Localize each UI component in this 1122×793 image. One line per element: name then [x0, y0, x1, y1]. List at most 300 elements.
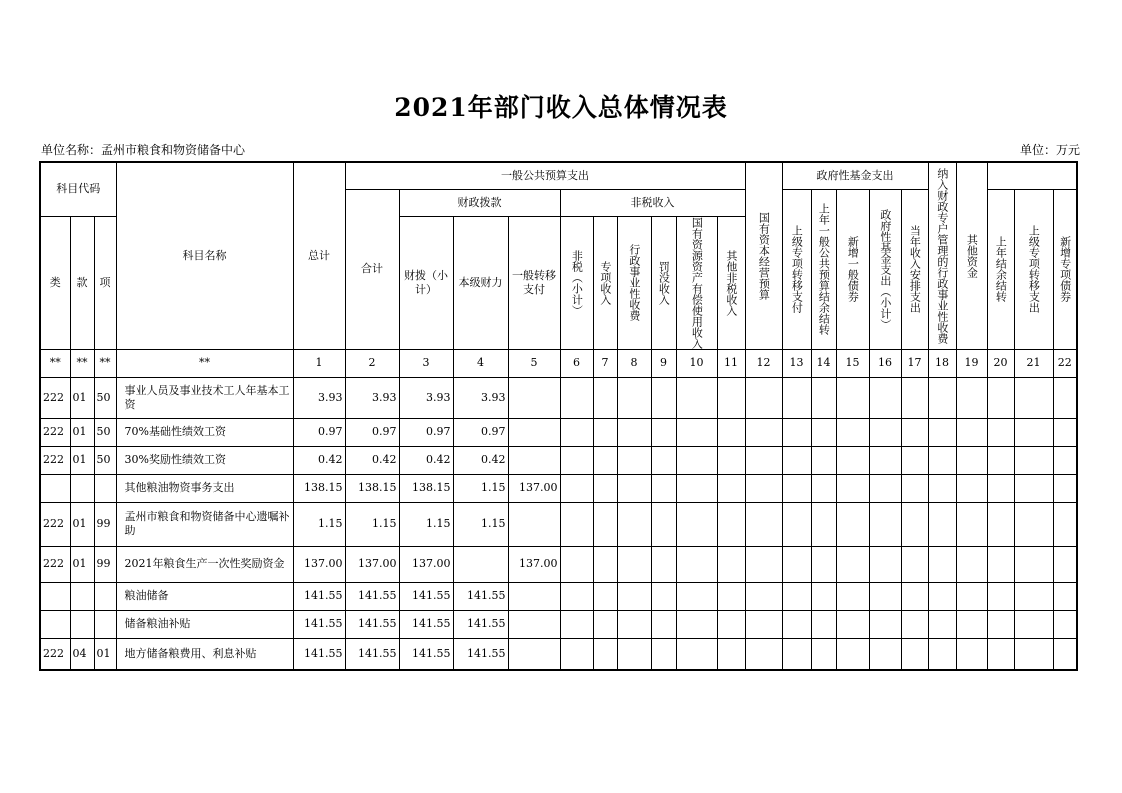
total-cell: 0.97: [293, 418, 345, 446]
index-cell: **: [116, 349, 293, 377]
empty-cell: [717, 610, 745, 638]
header-lei: 类: [40, 216, 70, 349]
empty-cell: [811, 638, 836, 670]
benji-cell: 0.97: [453, 418, 508, 446]
empty-cell: [869, 502, 901, 546]
empty-cell: [1014, 610, 1053, 638]
heji-cell: 141.55: [345, 610, 399, 638]
empty-cell: [617, 582, 651, 610]
transfer-cell: [508, 582, 560, 610]
empty-cell: [1053, 610, 1077, 638]
empty-cell: [745, 502, 782, 546]
empty-cell: [560, 582, 593, 610]
empty-cell: [1053, 546, 1077, 582]
caibo-cell: 3.93: [399, 377, 453, 418]
header-caibo: 财拨（小计）: [399, 216, 453, 349]
empty-cell: [956, 582, 987, 610]
header-nontax: 非税收入: [560, 189, 745, 216]
empty-cell: [811, 377, 836, 418]
transfer-cell: 137.00: [508, 474, 560, 502]
subject-name-cell: 储备粮油补贴: [116, 610, 293, 638]
header-general-budget: 一般公共预算支出: [345, 162, 745, 189]
header-xiang: 项: [94, 216, 116, 349]
heji-cell: 3.93: [345, 377, 399, 418]
benji-cell: 0.42: [453, 446, 508, 474]
empty-cell: [901, 377, 928, 418]
empty-cell: [560, 502, 593, 546]
header-state-capital: 国有资本经营预算: [745, 162, 782, 349]
index-cell: **: [40, 349, 70, 377]
empty-cell: [593, 582, 617, 610]
index-cell: 9: [651, 349, 676, 377]
empty-cell: [928, 502, 956, 546]
empty-cell: [987, 546, 1014, 582]
empty-cell: [836, 446, 869, 474]
empty-cell: [901, 502, 928, 546]
lei-cell: 222: [40, 638, 70, 670]
caibo-cell: 141.55: [399, 610, 453, 638]
header-new-special-bond: 新增专项债券: [1053, 189, 1077, 349]
index-cell: 1: [293, 349, 345, 377]
empty-cell: [651, 446, 676, 474]
empty-cell: [928, 474, 956, 502]
empty-cell: [1014, 582, 1053, 610]
empty-cell: [745, 610, 782, 638]
empty-cell: [901, 418, 928, 446]
xiang-cell: 50: [94, 377, 116, 418]
empty-cell: [560, 446, 593, 474]
header-nontax-sub: 非税（小计）: [560, 216, 593, 349]
heji-cell: 1.15: [345, 502, 399, 546]
kuan-cell: [70, 610, 94, 638]
index-row: [40, 349, 1077, 377]
header-subject-code: 科目代码: [40, 162, 116, 216]
empty-cell: [928, 610, 956, 638]
kuan-cell: 01: [70, 502, 94, 546]
empty-cell: [956, 502, 987, 546]
header-fiscal-special: 纳入财政专户管理的行政事业性收费: [928, 162, 956, 349]
empty-cell: [651, 474, 676, 502]
empty-cell: [811, 610, 836, 638]
index-cell: 11: [717, 349, 745, 377]
total-cell: 1.15: [293, 502, 345, 546]
index-cell: 15: [836, 349, 869, 377]
kuan-cell: 01: [70, 446, 94, 474]
xiang-cell: 01: [94, 638, 116, 670]
kuan-cell: 01: [70, 377, 94, 418]
empty-cell: [782, 474, 811, 502]
index-cell: 4: [453, 349, 508, 377]
empty-cell: [676, 377, 717, 418]
empty-cell: [560, 418, 593, 446]
header-new-bond: 新增一般债券: [836, 189, 869, 349]
empty-cell: [651, 418, 676, 446]
empty-cell: [717, 502, 745, 546]
header-other-nontax: 其他非税收入: [717, 216, 745, 349]
empty-cell: [811, 546, 836, 582]
lei-cell: [40, 610, 70, 638]
header-gov-fund-sub: 政府性基金支出（小计）: [869, 189, 901, 349]
subject-name-cell: 70%基础性绩效工资: [116, 418, 293, 446]
table-row: [40, 377, 1077, 418]
table-row: [40, 502, 1077, 546]
heji-cell: 138.15: [345, 474, 399, 502]
total-cell: 141.55: [293, 638, 345, 670]
caibo-cell: 141.55: [399, 582, 453, 610]
empty-cell: [1014, 474, 1053, 502]
subject-name-cell: 30%奖励性绩效工资: [116, 446, 293, 474]
empty-cell: [836, 546, 869, 582]
header-special-income: 专项收入: [593, 216, 617, 349]
header-last-year-carry: 上年结余结转: [987, 189, 1014, 349]
empty-cell: [676, 546, 717, 582]
empty-cell: [987, 474, 1014, 502]
empty-cell: [987, 377, 1014, 418]
index-cell: 5: [508, 349, 560, 377]
subject-name-cell: 地方储备粮费用、利息补贴: [116, 638, 293, 670]
header-fiscal-allocation: 财政拨款: [399, 189, 560, 216]
lei-cell: 222: [40, 377, 70, 418]
empty-cell: [651, 502, 676, 546]
kuan-cell: [70, 474, 94, 502]
transfer-cell: [508, 502, 560, 546]
transfer-cell: [508, 377, 560, 418]
empty-cell: [836, 418, 869, 446]
empty-cell: [717, 638, 745, 670]
table-body: [40, 377, 1077, 670]
empty-cell: [869, 446, 901, 474]
index-cell: **: [94, 349, 116, 377]
benji-cell: 141.55: [453, 582, 508, 610]
empty-cell: [928, 638, 956, 670]
empty-cell: [676, 418, 717, 446]
caibo-cell: 138.15: [399, 474, 453, 502]
caibo-cell: 1.15: [399, 502, 453, 546]
header-current-year: 当年收入安排支出: [901, 189, 928, 349]
empty-cell: [956, 474, 987, 502]
empty-cell: [869, 610, 901, 638]
unit-label: 单位：万元: [1019, 143, 1080, 157]
xiang-cell: 99: [94, 502, 116, 546]
empty-cell: [593, 446, 617, 474]
header-last-year-balance: 上年一般公共预算结余结转: [811, 189, 836, 349]
empty-cell: [987, 638, 1014, 670]
empty-cell: [956, 377, 987, 418]
empty-cell: [836, 582, 869, 610]
empty-cell: [617, 446, 651, 474]
index-cell: 13: [782, 349, 811, 377]
empty-cell: [676, 446, 717, 474]
index-cell: 18: [928, 349, 956, 377]
empty-cell: [956, 638, 987, 670]
empty-cell: [836, 610, 869, 638]
empty-cell: [869, 377, 901, 418]
heji-cell: 0.42: [345, 446, 399, 474]
empty-cell: [593, 638, 617, 670]
header-upper-special: 上级专项转移支付: [782, 189, 811, 349]
empty-cell: [836, 377, 869, 418]
index-cell: 3: [399, 349, 453, 377]
empty-cell: [617, 610, 651, 638]
empty-cell: [717, 446, 745, 474]
empty-cell: [617, 418, 651, 446]
empty-cell: [593, 418, 617, 446]
empty-cell: [717, 582, 745, 610]
empty-cell: [1053, 638, 1077, 670]
empty-cell: [560, 474, 593, 502]
empty-cell: [987, 418, 1014, 446]
subject-name-cell: 粮油储备: [116, 582, 293, 610]
empty-cell: [593, 610, 617, 638]
empty-cell: [1014, 418, 1053, 446]
empty-cell: [560, 610, 593, 638]
lei-cell: [40, 582, 70, 610]
empty-cell: [745, 377, 782, 418]
empty-cell: [676, 638, 717, 670]
empty-cell: [987, 502, 1014, 546]
index-cell: 19: [956, 349, 987, 377]
empty-cell: [745, 418, 782, 446]
kuan-cell: 01: [70, 418, 94, 446]
total-cell: 141.55: [293, 610, 345, 638]
empty-cell: [651, 638, 676, 670]
empty-cell: [1053, 377, 1077, 418]
empty-cell: [717, 546, 745, 582]
subject-name-cell: 孟州市粮食和物资储备中心遗嘱补助: [116, 502, 293, 546]
empty-cell: [782, 638, 811, 670]
empty-cell: [676, 582, 717, 610]
total-cell: 0.42: [293, 446, 345, 474]
empty-cell: [928, 546, 956, 582]
empty-cell: [1014, 446, 1053, 474]
table-row: [40, 418, 1077, 446]
empty-cell: [901, 638, 928, 670]
lei-cell: 222: [40, 418, 70, 446]
xiang-cell: [94, 610, 116, 638]
empty-cell: [811, 502, 836, 546]
empty-cell: [928, 418, 956, 446]
empty-cell: [836, 638, 869, 670]
empty-cell: [782, 582, 811, 610]
header-state-asset: 国有资源资产有偿使用收入: [676, 216, 717, 349]
empty-cell: [928, 377, 956, 418]
unit-name: 单位名称：孟州市粮食和物资储备中心: [41, 143, 246, 157]
empty-cell: [745, 638, 782, 670]
empty-cell: [956, 446, 987, 474]
transfer-cell: 137.00: [508, 546, 560, 582]
empty-cell: [811, 474, 836, 502]
total-cell: 141.55: [293, 582, 345, 610]
caibo-cell: 141.55: [399, 638, 453, 670]
empty-cell: [593, 377, 617, 418]
empty-cell: [617, 474, 651, 502]
empty-cell: [782, 377, 811, 418]
index-cell: **: [70, 349, 94, 377]
header-admin-fee: 行政事业性收费: [617, 216, 651, 349]
empty-cell: [1014, 377, 1053, 418]
empty-cell: [593, 502, 617, 546]
empty-cell: [901, 446, 928, 474]
empty-cell: [782, 502, 811, 546]
xiang-cell: 50: [94, 418, 116, 446]
empty-cell: [782, 446, 811, 474]
empty-cell: [782, 610, 811, 638]
total-cell: 137.00: [293, 546, 345, 582]
index-cell: 6: [560, 349, 593, 377]
empty-cell: [811, 582, 836, 610]
empty-cell: [901, 546, 928, 582]
index-cell: 17: [901, 349, 928, 377]
empty-cell: [617, 546, 651, 582]
empty-cell: [676, 610, 717, 638]
empty-cell: [869, 582, 901, 610]
empty-cell: [717, 474, 745, 502]
header-gov-fund: 政府性基金支出: [782, 162, 928, 189]
empty-cell: [782, 546, 811, 582]
empty-cell: [617, 638, 651, 670]
empty-cell: [745, 446, 782, 474]
empty-cell: [1014, 638, 1053, 670]
index-cell: 12: [745, 349, 782, 377]
empty-cell: [869, 546, 901, 582]
total-cell: 3.93: [293, 377, 345, 418]
empty-cell: [836, 474, 869, 502]
empty-cell: [651, 582, 676, 610]
empty-cell: [676, 474, 717, 502]
lei-cell: 222: [40, 446, 70, 474]
header-transfer: 一般转移支付: [508, 216, 560, 349]
xiang-cell: [94, 582, 116, 610]
total-cell: 138.15: [293, 474, 345, 502]
header-other-funds: 其他资金: [956, 162, 987, 349]
index-cell: 14: [811, 349, 836, 377]
empty-cell: [869, 638, 901, 670]
empty-cell: [956, 610, 987, 638]
heji-cell: 0.97: [345, 418, 399, 446]
empty-cell: [593, 474, 617, 502]
header-kuan: 款: [70, 216, 94, 349]
lei-cell: [40, 474, 70, 502]
empty-cell: [901, 610, 928, 638]
caibo-cell: 0.42: [399, 446, 453, 474]
benji-cell: 1.15: [453, 474, 508, 502]
empty-cell: [1053, 446, 1077, 474]
benji-cell: [453, 546, 508, 582]
empty-cell: [1014, 502, 1053, 546]
empty-cell: [676, 502, 717, 546]
lei-cell: 222: [40, 502, 70, 546]
table-row: [40, 474, 1077, 502]
xiang-cell: 50: [94, 446, 116, 474]
index-cell: 8: [617, 349, 651, 377]
empty-cell: [617, 377, 651, 418]
transfer-cell: [508, 418, 560, 446]
heji-cell: 137.00: [345, 546, 399, 582]
transfer-cell: [508, 446, 560, 474]
empty-cell: [651, 610, 676, 638]
table-row: [40, 610, 1077, 638]
empty-cell: [745, 546, 782, 582]
empty-cell: [1053, 502, 1077, 546]
empty-cell: [651, 546, 676, 582]
subject-name-cell: 其他粮油物资事务支出: [116, 474, 293, 502]
heji-cell: 141.55: [345, 582, 399, 610]
empty-cell: [811, 418, 836, 446]
page-title: 2021年部门收入总体情况表: [394, 93, 728, 122]
empty-cell: [651, 377, 676, 418]
transfer-cell: [508, 638, 560, 670]
benji-cell: 3.93: [453, 377, 508, 418]
header-heji: 合计: [345, 189, 399, 349]
kuan-cell: 01: [70, 546, 94, 582]
empty-cell: [901, 582, 928, 610]
index-cell: 21: [1014, 349, 1053, 377]
header-benji: 本级财力: [453, 216, 508, 349]
empty-cell: [1053, 582, 1077, 610]
benji-cell: 141.55: [453, 638, 508, 670]
table-row: [40, 638, 1077, 670]
empty-cell: [745, 582, 782, 610]
empty-cell: [956, 546, 987, 582]
empty-cell: [717, 418, 745, 446]
table-row: [40, 546, 1077, 582]
empty-cell: [1053, 474, 1077, 502]
index-cell: 20: [987, 349, 1014, 377]
empty-cell: [836, 502, 869, 546]
empty-cell: [956, 418, 987, 446]
caibo-cell: 137.00: [399, 546, 453, 582]
header-subject-name: 科目名称: [116, 162, 293, 349]
empty-cell: [928, 446, 956, 474]
table-row: [40, 582, 1077, 610]
empty-cell: [745, 474, 782, 502]
income-table: [39, 161, 1078, 671]
subject-name-cell: 事业人员及事业技术工人年基本工资: [116, 377, 293, 418]
caibo-cell: 0.97: [399, 418, 453, 446]
empty-cell: [928, 582, 956, 610]
empty-cell: [560, 546, 593, 582]
index-cell: 2: [345, 349, 399, 377]
transfer-cell: [508, 610, 560, 638]
empty-cell: [617, 502, 651, 546]
empty-cell: [560, 377, 593, 418]
index-cell: 22: [1053, 349, 1077, 377]
empty-cell: [782, 418, 811, 446]
benji-cell: 141.55: [453, 610, 508, 638]
header-fine: 罚没收入: [651, 216, 676, 349]
empty-cell: [987, 582, 1014, 610]
header-upper-special2: 上级专项转移支出: [1014, 189, 1053, 349]
lei-cell: 222: [40, 546, 70, 582]
empty-cell: [901, 474, 928, 502]
empty-cell: [717, 377, 745, 418]
table-row: [40, 446, 1077, 474]
index-cell: 10: [676, 349, 717, 377]
index-cell: 16: [869, 349, 901, 377]
benji-cell: 1.15: [453, 502, 508, 546]
xiang-cell: 99: [94, 546, 116, 582]
empty-cell: [869, 474, 901, 502]
empty-cell: [811, 446, 836, 474]
empty-cell: [1053, 418, 1077, 446]
empty-cell: [987, 446, 1014, 474]
heji-cell: 141.55: [345, 638, 399, 670]
empty-cell: [869, 418, 901, 446]
empty-cell: [593, 546, 617, 582]
index-cell: 7: [593, 349, 617, 377]
empty-cell: [560, 638, 593, 670]
header-total: 总计: [293, 162, 345, 349]
